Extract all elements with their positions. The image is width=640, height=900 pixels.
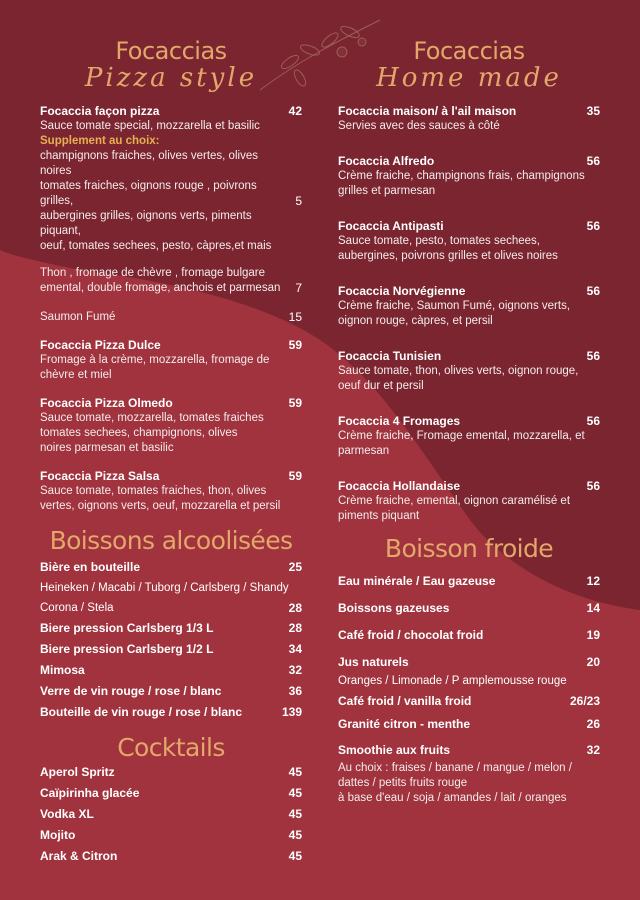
item-price: 45 [288,849,302,863]
list-item [40,642,302,658]
list-item [40,828,302,844]
item-name: Boissons gazeuses [338,601,450,615]
menu-item [338,349,600,394]
item-price: 32 [586,743,600,757]
list-item [338,574,600,590]
supplement-group [40,310,302,325]
menu-item [338,104,600,134]
item-name: Focaccia façon pizza [40,104,160,118]
item-description: Au choix : fraises / banane / mangue / melon / [338,762,572,774]
item-name: Vodka XL [40,807,94,821]
item-name: Focaccia Antipasti [338,219,444,233]
supplement-price: 15 [288,310,302,324]
boisson-froide-section-title: Boisson froide [384,534,554,563]
item-price: 20 [586,655,600,669]
item-name: Focaccia 4 Fromages [338,414,461,428]
item-price: 19 [586,628,600,642]
list-item [40,601,302,616]
item-name: Focaccia Alfredo [338,154,435,168]
item-name: Granité citron - menthe [338,717,471,731]
list-item [338,743,600,759]
menu-item [338,284,600,329]
item-name: Smoothie aux fruits [338,743,451,757]
supplement-price: 5 [295,194,302,208]
supplement-group [40,266,302,296]
menu-item [40,338,302,383]
supplement-line: Thon , fromage de chèvre , fromage bulgare [40,267,266,279]
menu-item [338,219,600,264]
item-price: 26 [586,717,600,731]
item-price: 59 [288,338,302,352]
list-item [40,663,302,679]
supplement-line: emental, double fromage, anchois et parmesan [40,282,281,294]
left-column [40,38,302,865]
item-description: Sauce tomate, mozzarella, tomates fraiches tomates sechees, champignons, olives noires parmesan et basilic [40,412,264,454]
item-price: 25 [288,560,302,574]
cocktails-section-title: Cocktails [117,733,225,762]
menu-item [40,104,302,134]
item-price: 56 [586,479,600,493]
menu-item [338,154,600,199]
item-price: 56 [586,284,600,298]
item-name: Focaccia Hollandaise [338,479,461,493]
menu-item [40,469,302,514]
item-name: Verre de vin rouge / rose / blanc [40,684,222,698]
pizza-style-subtitle: Pizza style [84,63,258,93]
item-description: Fromage à la crème, mozzarella, fromage de chèvre et miel [40,354,270,381]
item-description: Crème fraiche, Saumon Fumé, oignons verts, oignon rouge, càpres, et persil [338,300,571,327]
home-made-header [338,38,600,92]
list-item [338,674,600,689]
item-name: Aperol Spritz [40,765,115,779]
item-description: Crème fraiche, Fromage emental, mozzarella, et parmesan [338,430,585,457]
item-name: Café froid / chocolat froid [338,628,484,642]
item-description: Sauce tomate, tomates fraiches, thon, olives vertes, oignons verts, oeuf, mozzarella et persil [40,485,281,512]
item-detail: Corona / Stela [40,602,114,614]
menu-item [338,414,600,459]
supplement-price: 7 [295,281,302,295]
item-detail: Oranges / Limonade / P amplemousse rouge [338,675,567,687]
supplement-line: aubergines grilles, oignons verts, piments piquant, [40,210,252,237]
item-name: Arak & Citron [40,849,118,863]
item-price: 35 [586,104,600,118]
item-name: Focaccia Pizza Dulce [40,338,161,352]
item-price: 45 [288,765,302,779]
cocktails-list [40,765,302,865]
item-price: 26/23 [569,694,600,708]
alcool-list [40,560,302,721]
item-name: Biere pression Carlsberg 1/2 L [40,642,214,656]
supplement-title: Supplement au choix: [40,135,160,147]
item-price: 45 [288,786,302,800]
item-description: Sauce tomate, thon, olives verts, oignon rouge, oeuf dur et persil [338,365,579,392]
item-detail: Heineken / Macabi / Tuborg / Carlsberg / Shandy [40,582,289,594]
list-item [40,786,302,802]
supplement-line: oeuf, tomates sechees, pesto, càpres,et mais [40,240,272,252]
supplement-line: champignons fraiches, olives vertes, olives noires [40,150,258,177]
list-item [40,705,302,721]
item-price: 36 [288,684,302,698]
menu-item [40,396,302,456]
list-item [338,601,600,617]
list-item [40,621,302,637]
item-price: 56 [586,349,600,363]
item-price: 59 [288,469,302,483]
item-price: 139 [281,705,302,719]
pizza-style-title: Focaccias [115,37,227,65]
item-price: 56 [586,154,600,168]
supplement-line: tomates fraiches, oignons rouge , poivrons grilles, [40,180,257,207]
item-name: Eau minérale / Eau gazeuse [338,574,496,588]
list-item [338,655,600,671]
list-item [338,694,600,710]
boisson-froide-list [338,574,600,806]
list-item [40,807,302,823]
item-price: 12 [586,574,600,588]
item-description: Sauce tomate, pesto, tomates sechees, aubergines, poivrons grilles et olives noires [338,235,558,262]
right-column [338,38,600,806]
item-name: Focaccia Tunisien [338,349,442,363]
item-description: Servies avec des sauces à côté [338,120,500,132]
item-name: Focaccia Pizza Salsa [40,469,160,483]
item-name: Biere pression Carlsberg 1/3 L [40,621,214,635]
list-item [40,560,302,576]
list-item [40,765,302,781]
item-price: 28 [288,621,302,635]
item-description: dattes / petits fruits rouge [338,777,468,789]
item-name: Jus naturels [338,655,409,669]
list-item [338,628,600,644]
item-price: 42 [288,104,302,118]
item-price: 28 [288,601,302,615]
item-price: 56 [586,219,600,233]
item-description: Crème fraiche, emental, oignon caramélisé et piments piquant [338,495,571,522]
menu-item [338,479,600,524]
item-price: 45 [288,807,302,821]
item-name: Bouteille de vin rouge / rose / blanc [40,705,243,719]
list-item [40,849,302,865]
item-name: Focaccia Norvégienne [338,284,466,298]
list-item [338,717,600,733]
supplement-group [40,149,302,254]
item-name: Caïpirinha glacée [40,786,140,800]
item-name: Café froid / vanilla froid [338,694,472,708]
list-item [40,581,302,596]
item-name: Focaccia Pizza Olmedo [40,396,173,410]
home-made-title: Focaccias [413,37,525,65]
home-made-subtitle: Home made [376,63,562,93]
item-price: 45 [288,828,302,842]
item-price: 32 [288,663,302,677]
item-name: Focaccia maison/ à l'ail maison [338,104,517,118]
item-description: Sauce tomate special, mozzarella et basilic [40,120,260,132]
list-item [40,684,302,700]
item-price: 56 [586,414,600,428]
pizza-style-header [40,38,302,92]
item-price: 14 [586,601,600,615]
item-description: à base d'eau / soja / amandes / lait / oranges [338,792,567,804]
item-name: Bière en bouteille [40,560,141,574]
item-name: Mojito [40,828,76,842]
item-description: Crème fraiche, champignons frais, champignons grilles et parmesan [338,170,585,197]
alcool-section-title: Boissons alcoolisées [49,526,293,555]
item-name: Mimosa [40,663,85,677]
item-price: 59 [288,396,302,410]
supplement-line: Saumon Fumé [40,311,116,323]
item-price: 34 [288,642,302,656]
